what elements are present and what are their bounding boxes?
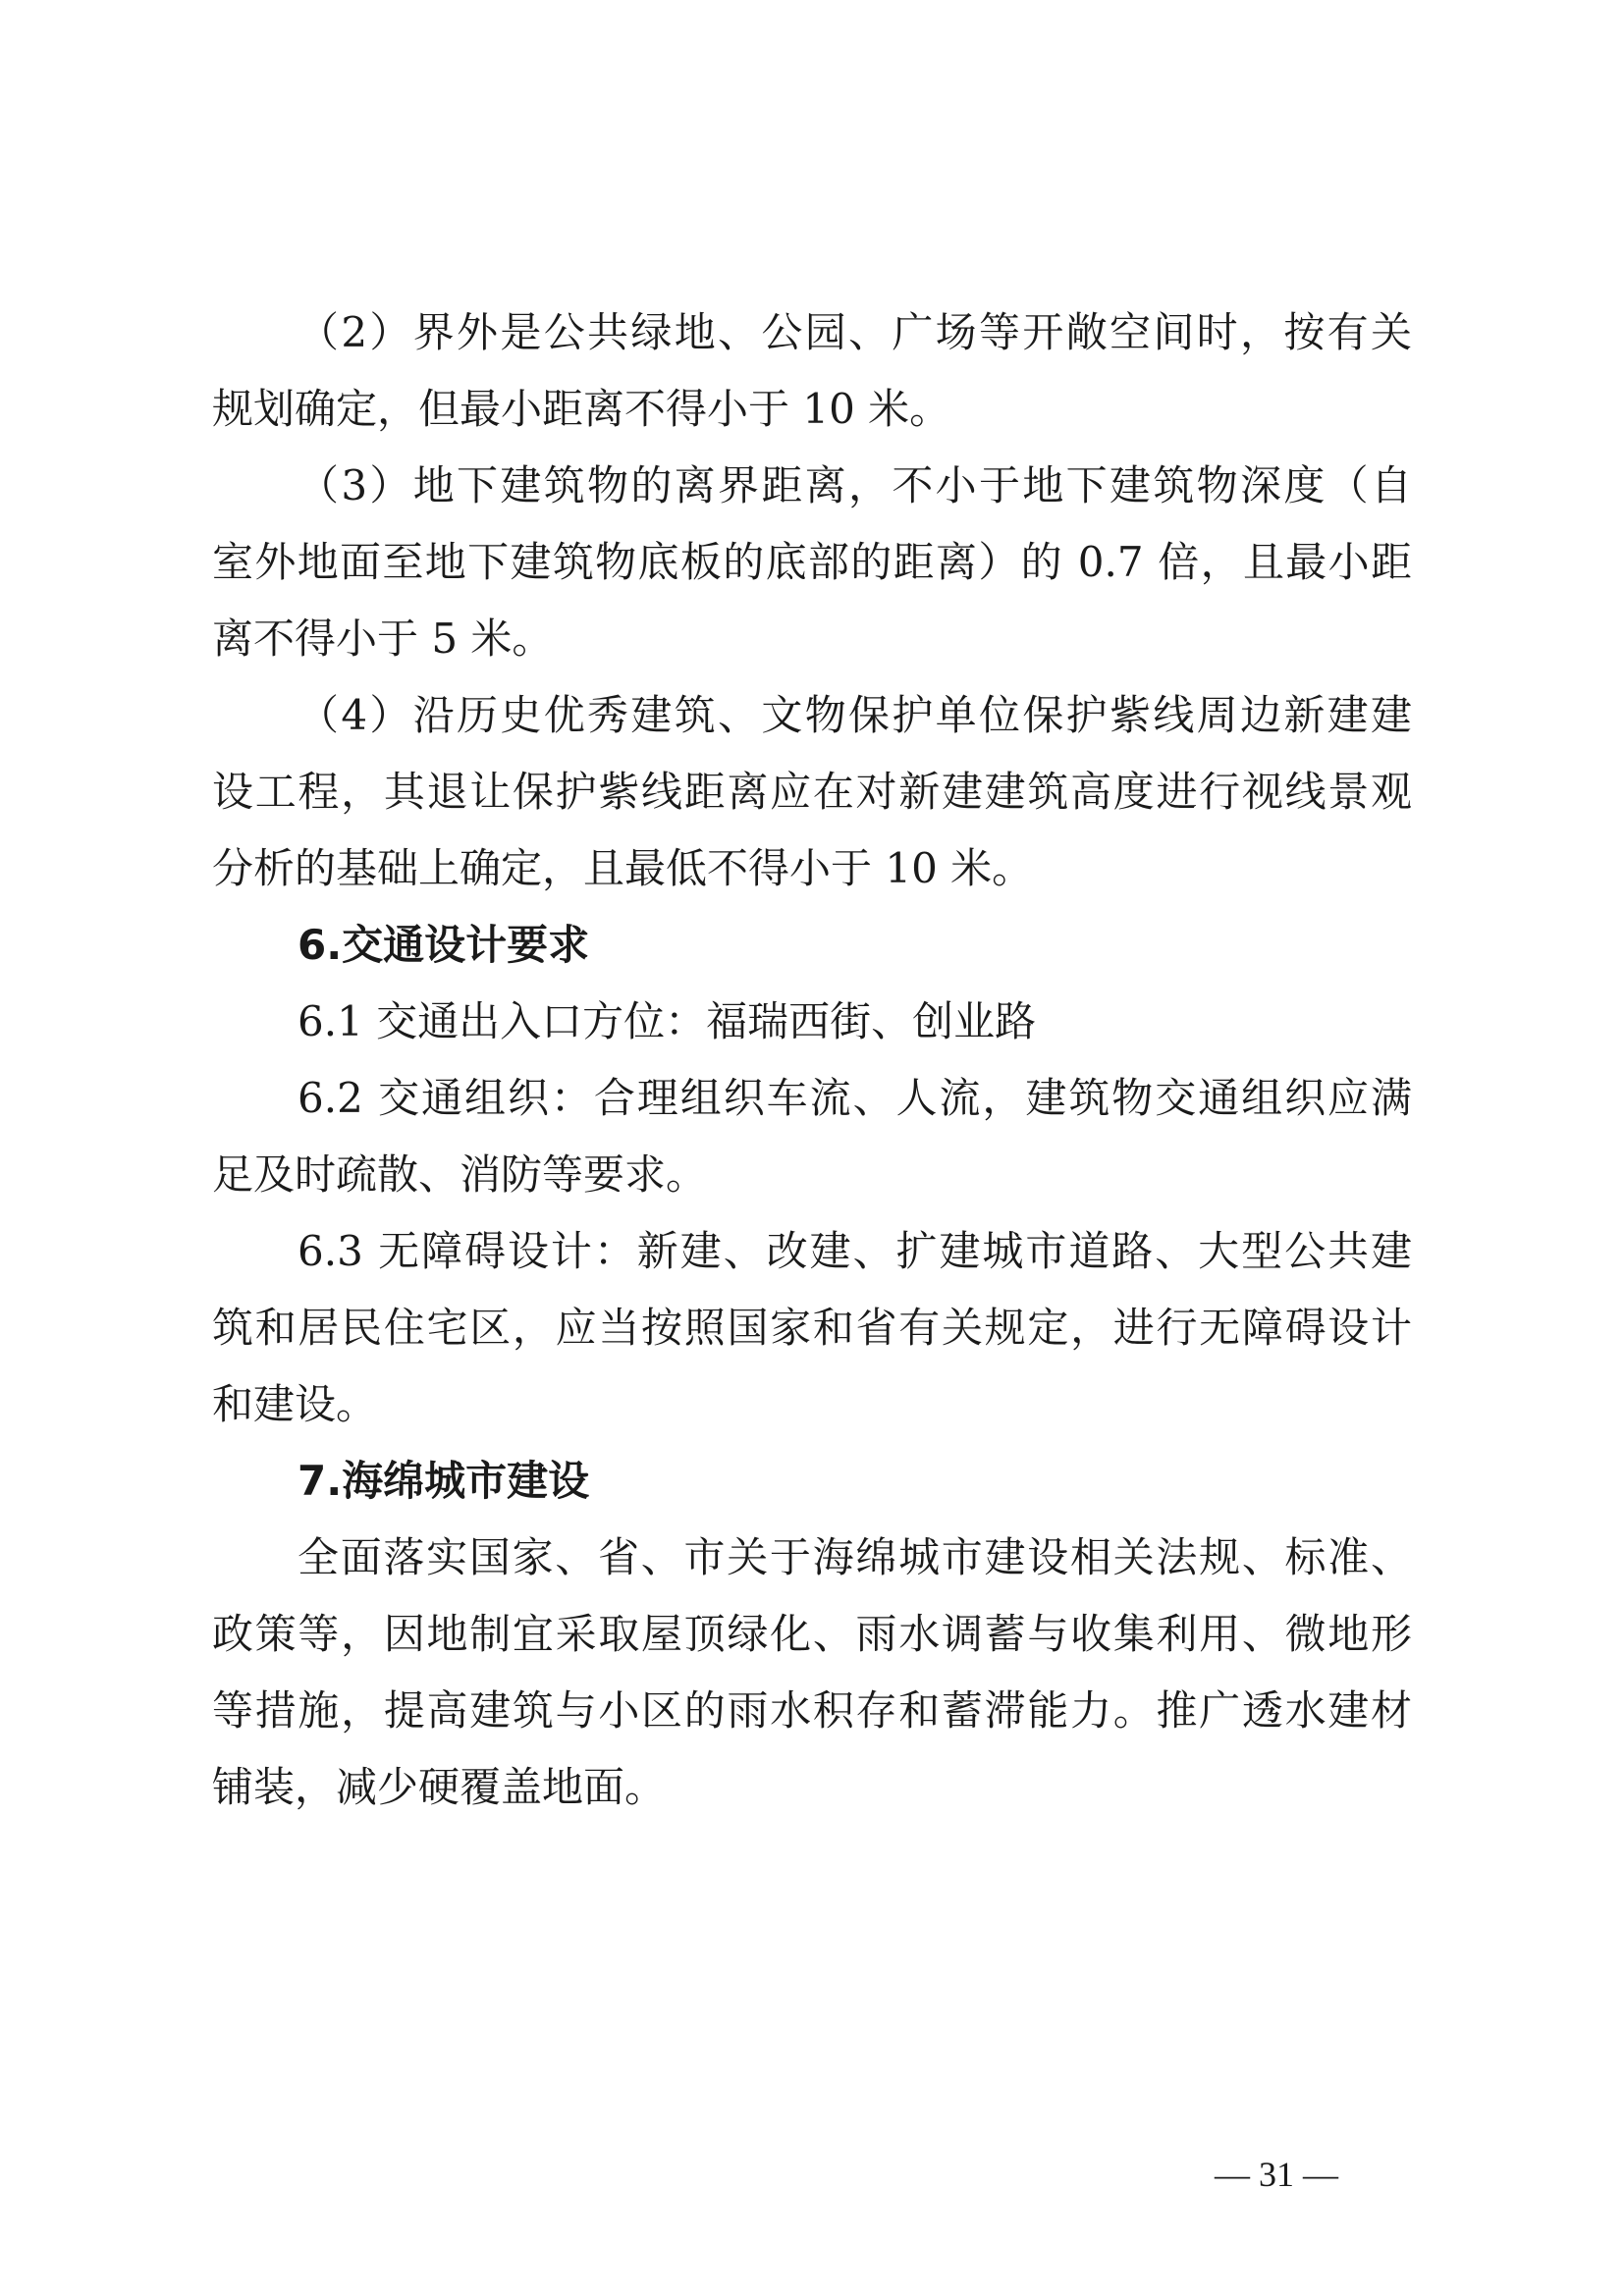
- paragraph-2-line-2: 规划确定，但最小距离不得小于 10 米。: [212, 385, 951, 433]
- paragraph-4-line-2: 设工程，其退让保护紫线距离应在对新建建筑高度进行视线景观: [212, 768, 1412, 816]
- section-6-3-line-3: 和建设。: [212, 1380, 378, 1428]
- paragraph-3-line-3: 离不得小于 5 米。: [212, 614, 554, 663]
- section-heading-6: 6.交通设计要求: [298, 921, 590, 969]
- section-6-1-line-1: 6.1 交通出入口方位：福瑞西街、创业路: [298, 997, 1037, 1045]
- page-number: — 31 —: [1215, 2155, 1338, 2194]
- section-6-2-line-1: 6.2 交通组织：合理组织车流、人流，建筑物交通组织应满: [298, 1074, 1412, 1122]
- section-6-3-line-2: 筑和居民住宅区，应当按照国家和省有关规定，进行无障碍设计: [212, 1304, 1412, 1352]
- section-heading-7: 7.海绵城市建设: [298, 1457, 590, 1505]
- paragraph-3-line-2: 室外地面至地下建筑物底板的底部的距离）的 0.7 倍，且最小距: [212, 538, 1412, 586]
- section-7-line-3: 等措施，提高建筑与小区的雨水积存和蓄滞能力。推广透水建材: [212, 1686, 1412, 1735]
- section-6-3-line-1: 6.3 无障碍设计：新建、改建、扩建城市道路、大型公共建: [298, 1227, 1412, 1275]
- section-7-line-2: 政策等，因地制宜采取屋顶绿化、雨水调蓄与收集利用、微地形: [212, 1610, 1412, 1658]
- paragraph-4-line-1: （4）沿历史优秀建筑、文物保护单位保护紫线周边新建建: [298, 691, 1412, 739]
- paragraph-3-line-1: （3）地下建筑物的离界距离，不小于地下建筑物深度（自: [298, 461, 1412, 509]
- section-7-line-4: 铺装，减少硬覆盖地面。: [212, 1763, 667, 1811]
- section-6-2-line-2: 足及时疏散、消防等要求。: [212, 1150, 708, 1199]
- paragraph-2-line-1: （2）界外是公共绿地、公园、广场等开敞空间时，按有关: [298, 308, 1412, 356]
- paragraph-4-line-3: 分析的基础上确定，且最低不得小于 10 米。: [212, 844, 1034, 892]
- section-7-line-1: 全面落实国家、省、市关于海绵城市建设相关法规、标准、: [298, 1533, 1412, 1581]
